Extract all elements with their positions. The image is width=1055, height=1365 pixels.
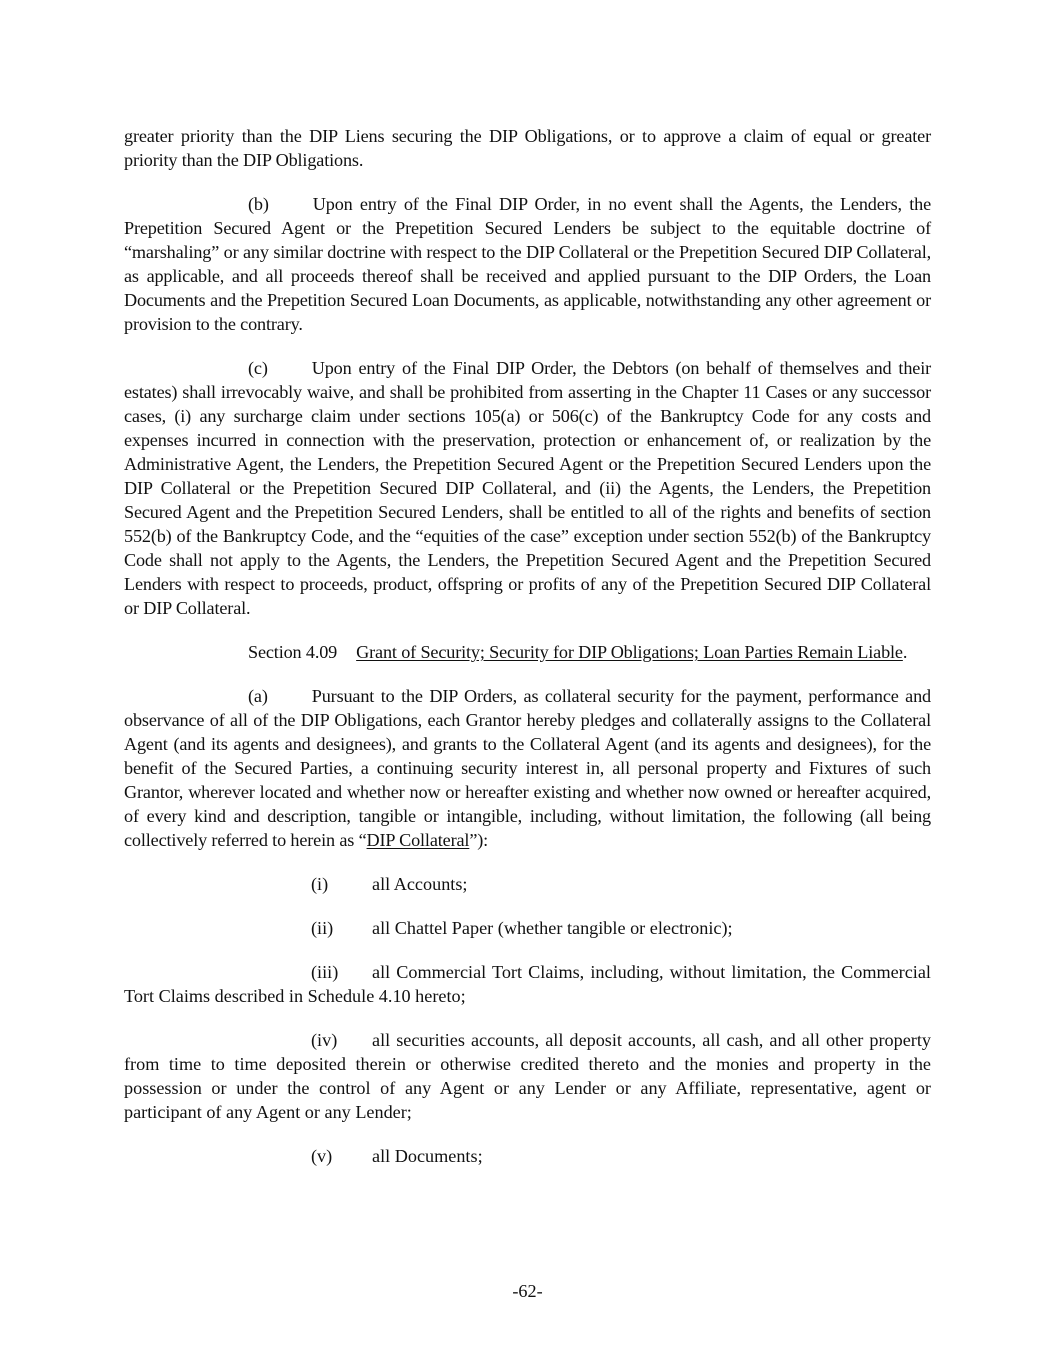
list-item-text: all securities accounts, all deposit accounts, all cash, and all other property from time to time deposited therein or otherwise credited thereto and the monies and property in the possession or under the control of any Agent or any Lender or any Affiliate, representative, agent or participant of any Agent or any Lender; <box>124 1030 931 1122</box>
section-heading <box>124 640 931 664</box>
paragraph-a-end: ”): <box>469 830 489 850</box>
list-item <box>124 1144 931 1168</box>
paragraph-c <box>124 356 931 620</box>
list-item-text: all Chattel Paper (whether tangible or electronic); <box>372 918 733 938</box>
defined-term: DIP Collateral <box>366 830 470 850</box>
page-number: -62- <box>512 1281 543 1301</box>
paragraph-c-text: Upon entry of the Final DIP Order, the Debtors (on behalf of themselves and their estates) shall irrevocably waive, and shall be prohibited from asserting in the Chapter 11 Cases or any successor cases, (i) any surcharge claim under sections 105(a) or 506(c) of the Bankruptcy Code for any costs and expenses incurred in connection with the preservation, protection or enhancement of, or realization by the Administrative Agent, the Lenders, the Prepetition Secured Agent or the Prepetition Secured Lenders upon the DIP Collateral or the Prepetition Secured DIP Collateral, and (ii) the Agents, the Lenders, the Prepetition Secured Agent and the Prepetition Secured Lenders, shall be entitled to all of the rights and benefits of section 552(b) of the Bankruptcy Code, and the “equities of the case” exception under section 552(b) of the Bankruptcy Code shall not apply to the Agents, the Lenders, the Prepetition Secured Agent and the Prepetition Secured Lenders with respect to proceeds, product, offspring or profits of any of the Prepetition Secured DIP Collateral or DIP Collateral. <box>124 358 931 618</box>
paragraph-a-label: (a) <box>248 686 268 706</box>
list-item-text: all Commercial Tort Claims, including, without limitation, the Commercial Tort Claims described in Schedule 4.10 hereto; <box>124 962 931 1006</box>
list-item-text: all Accounts; <box>372 874 468 894</box>
document-page <box>124 124 931 1168</box>
paragraph-c-label: (c) <box>248 358 268 378</box>
paragraph-b-label: (b) <box>248 194 269 214</box>
list-item-number: (iv) <box>311 1030 338 1050</box>
section-title-period: . <box>902 642 908 662</box>
list-item-number: (ii) <box>311 918 334 938</box>
paragraph-a-text: Pursuant to the DIP Orders, as collateral security for the payment, performance and observance of all of the DIP Obligations, each Grantor hereby pledges and collaterally assigns to the Collateral Agent (and its agents and designees), and grants to the Collateral Agent (and its agents and designees), for the benefit of the Secured Parties, a continuing security interest in, all personal property and Fixtures of such Grantor, wherever located and whether now or hereafter existing and whether now owned or hereafter acquired, of every kind and description, tangible or intangible, including, without limitation, the following (all being collectively referred to herein as “ <box>124 686 931 850</box>
paragraph-a <box>124 684 931 852</box>
list-item-number: (iii) <box>311 962 339 982</box>
list-item <box>124 1028 931 1124</box>
paragraph-b <box>124 192 931 336</box>
continuation-paragraph: greater priority than the DIP Liens securing the DIP Obligations, or to approve a claim of equal or greater priority than the DIP Obligations. <box>124 126 931 170</box>
paragraph-b-text: Upon entry of the Final DIP Order, in no event shall the Agents, the Lenders, the Prepetition Secured Agent or the Prepetition Secured Lenders be subject to the equitable doctrine of “marshaling” or any similar doctrine with respect to the DIP Collateral or the Prepetition Secured DIP Collateral, as applicable, and all proceeds thereof shall be received and applied pursuant to the DIP Orders, the Loan Documents and the Prepetition Secured Loan Documents, as applicable, notwithstanding any other agreement or provision to the contrary. <box>124 194 931 334</box>
list-item-number: (v) <box>311 1146 333 1166</box>
list-item <box>124 916 931 940</box>
list-item-number: (i) <box>311 874 329 894</box>
list-item <box>124 872 931 896</box>
list-item <box>124 960 931 1008</box>
section-number: Section 4.09 <box>248 642 338 662</box>
list-item-text: all Documents; <box>372 1146 483 1166</box>
section-title: Grant of Security; Security for DIP Obligations; Loan Parties Remain Liable <box>356 642 903 662</box>
